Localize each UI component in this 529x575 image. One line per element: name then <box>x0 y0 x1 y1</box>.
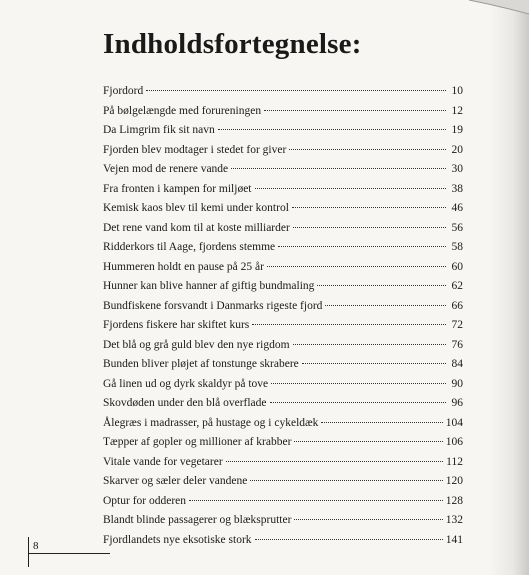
toc-entry-page: 76 <box>451 338 463 351</box>
toc-dot-leader <box>293 344 446 345</box>
toc-entry[interactable] <box>103 238 463 258</box>
toc-entry-title: Hummeren holdt en pause på 25 år <box>103 260 264 273</box>
page-corner-curl <box>459 0 529 30</box>
toc-dot-leader <box>146 90 446 91</box>
toc-entry-title: På bølgelængde med forureningen <box>103 104 262 117</box>
toc-entry-page: 60 <box>451 260 463 273</box>
toc-entry-page: 66 <box>451 299 463 312</box>
toc-entry-page: 56 <box>451 221 463 234</box>
toc-entry[interactable] <box>103 219 463 239</box>
toc-entry-title: Det rene vand kom til at koste milliarder <box>103 221 290 234</box>
toc-dot-leader <box>292 207 446 208</box>
toc-entry-title: Blandt blinde passagerer og blæksprutter <box>103 514 292 526</box>
toc-entry-title: Vejen mod de renere vande <box>103 163 229 175</box>
toc-entry[interactable] <box>103 160 463 180</box>
toc-entry[interactable] <box>103 414 463 434</box>
toc-entry-page: 46 <box>451 202 463 214</box>
toc-entry[interactable] <box>103 121 463 141</box>
toc-entry-page: 132 <box>445 514 463 526</box>
toc-dot-leader <box>289 149 446 150</box>
toc-dot-leader <box>294 519 442 520</box>
toc-entry-title: Fjordlandets nye eksotiske stork <box>103 533 252 546</box>
toc-dot-leader <box>302 363 446 364</box>
toc-entry-page: 90 <box>451 377 463 390</box>
page-edge-shadow <box>489 0 529 575</box>
toc-entry-title: Kemisk kaos blev til kemi under kontrol <box>103 202 289 214</box>
toc-entry[interactable] <box>103 453 463 473</box>
toc-entry[interactable] <box>103 355 463 375</box>
toc-entry[interactable] <box>103 394 463 414</box>
toc-entry[interactable] <box>103 472 463 492</box>
toc-entry-page: 84 <box>451 358 463 370</box>
toc-entry-title: Bundfiskene forsvandt i Danmarks rigeste fjord <box>103 299 323 312</box>
toc-entry[interactable] <box>103 336 463 356</box>
toc-entry-page: 104 <box>445 416 463 429</box>
toc-dot-leader <box>226 461 444 462</box>
toc-entry-page: 38 <box>451 182 463 195</box>
toc-dot-leader <box>294 441 442 442</box>
toc-dot-leader <box>255 188 446 189</box>
toc-entry-title: Skovdøden under den blå overflade <box>103 397 267 409</box>
toc-entry-title: Skarver og sæler deler vandene <box>103 475 248 487</box>
toc-dot-leader <box>189 500 443 501</box>
toc-entry[interactable] <box>103 316 463 336</box>
toc-entry-page: 141 <box>445 533 463 546</box>
footer-horizontal-rule <box>28 553 110 554</box>
toc-entry[interactable] <box>103 531 463 551</box>
toc-entry-page: 120 <box>445 475 463 487</box>
toc-entry-page: 10 <box>451 85 463 97</box>
toc-entry-title: Fjordord <box>103 85 144 97</box>
toc-entry-title: Tæpper af gopler og millioner af krabber <box>103 436 292 448</box>
toc-entry[interactable] <box>103 141 463 161</box>
toc-entry-page: 58 <box>451 241 463 253</box>
toc-entry-page: 106 <box>445 436 463 448</box>
toc-entry-page: 19 <box>451 124 463 136</box>
toc-entry-page: 30 <box>451 163 463 175</box>
toc-entry[interactable] <box>103 102 463 122</box>
toc-dot-leader <box>321 422 442 423</box>
toc-entry-title: Ridderkors til Aage, fjordens stemme <box>103 241 276 253</box>
toc-entry[interactable] <box>103 82 463 102</box>
toc-entry[interactable] <box>103 180 463 200</box>
toc-entry[interactable] <box>103 258 463 278</box>
page-title: Indholdsfortegnelse: <box>103 28 362 60</box>
toc-entry-title: Fjordens fiskere har skiftet kurs <box>103 319 250 331</box>
toc-entry-title: Bunden bliver pløjet af tonstunge skrabere <box>103 358 299 370</box>
toc-entry[interactable] <box>103 199 463 219</box>
toc-entry-page: 20 <box>451 143 463 156</box>
table-of-contents <box>103 82 463 550</box>
toc-entry[interactable] <box>103 511 463 531</box>
toc-entry[interactable] <box>103 433 463 453</box>
toc-entry[interactable] <box>103 492 463 512</box>
footer-vertical-rule <box>28 537 29 567</box>
toc-dot-leader <box>325 305 446 306</box>
toc-entry-title: Gå linen ud og dyrk skaldyr på tove <box>103 377 269 390</box>
toc-dot-leader <box>264 110 446 111</box>
toc-dot-leader <box>317 285 446 286</box>
toc-entry[interactable] <box>103 297 463 317</box>
toc-dot-leader <box>255 539 443 540</box>
toc-dot-leader <box>252 324 446 325</box>
toc-entry-page: 72 <box>451 319 463 331</box>
toc-entry-title: Vitale vande for vegetarer <box>103 455 223 468</box>
toc-entry-page: 12 <box>451 104 463 117</box>
toc-dot-leader <box>218 129 446 130</box>
toc-dot-leader <box>278 246 446 247</box>
toc-dot-leader <box>250 480 442 481</box>
toc-entry[interactable] <box>103 277 463 297</box>
toc-entry-title: Optur for odderen <box>103 494 187 507</box>
toc-dot-leader <box>231 168 446 169</box>
toc-entry-title: Da Limgrim fik sit navn <box>103 124 215 136</box>
toc-entry-page: 96 <box>451 397 463 409</box>
toc-entry-title: Fra fronten i kampen for miljøet <box>103 182 252 195</box>
toc-dot-leader <box>271 383 446 384</box>
toc-entry-page: 62 <box>451 280 463 292</box>
toc-entry[interactable] <box>103 375 463 395</box>
toc-dot-leader <box>293 227 446 228</box>
toc-entry-title: Ålegræs i madrasser, på hustage og i cykeldæk <box>103 416 319 429</box>
toc-dot-leader <box>267 266 446 267</box>
toc-entry-title: Fjorden blev modtager i stedet for giver <box>103 143 287 156</box>
toc-entry-page: 128 <box>445 494 463 507</box>
toc-entry-title: Det blå og grå guld blev den nye rigdom <box>103 338 290 351</box>
toc-entry-page: 112 <box>446 455 463 468</box>
page-number: 8 <box>33 540 39 552</box>
toc-entry-title: Hunner kan blive hanner af giftig bundmaling <box>103 280 315 292</box>
toc-dot-leader <box>270 402 446 403</box>
